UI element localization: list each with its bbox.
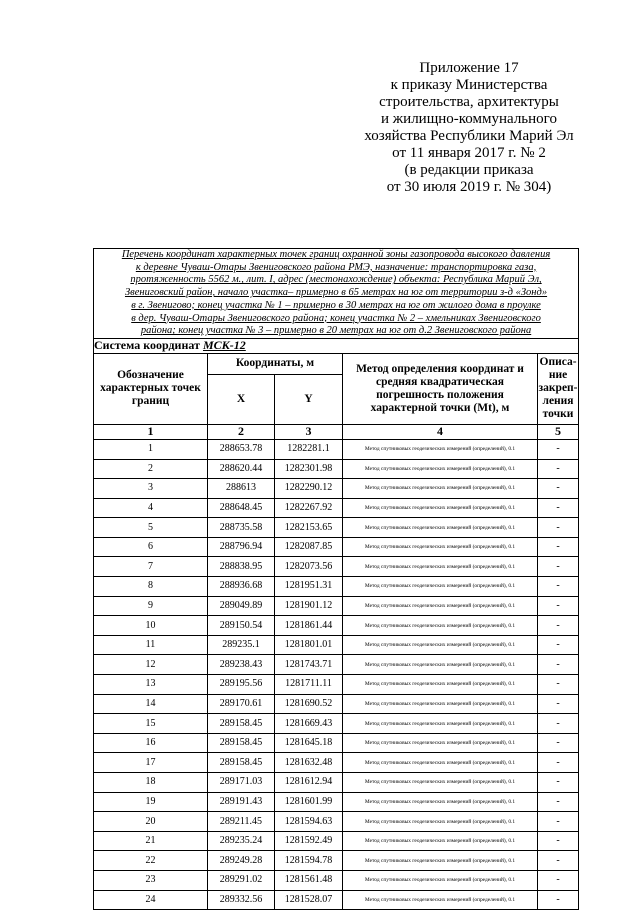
coordinate-system-label: Система координат [94,338,200,353]
point-number-cell: 16 [94,733,208,753]
y-coordinate-cell: 1281901.12 [275,596,343,616]
table-row [94,537,579,557]
table-row [94,714,579,734]
method-cell: Метод спутниковых геодезических измерений (определений), 0.1 [343,537,538,557]
table-title-line: в г. Звенигово; конец участка № 1 – примерно в 30 метрах на юг от жилого дома в проулке [131,299,541,311]
y-coordinate-cell: 1282281.1 [275,439,343,459]
table-row [94,498,579,518]
description-cell: - [538,577,579,597]
y-coordinate-cell: 1281690.52 [275,694,343,714]
table-row [94,518,579,538]
table-title-line: к деревне Чуваш-Отары Звениговского района РМЭ, назначение: транспортировка газа, [135,261,537,273]
column-number: 4 [343,424,538,439]
x-coordinate-cell: 289158.45 [208,714,275,734]
header-designation: Обозначение характерных точек границ [94,353,208,424]
point-number-cell: 22 [94,851,208,871]
appendix-line: (в редакции приказа [404,162,534,178]
point-number-cell: 20 [94,812,208,832]
y-coordinate-cell: 1282290.12 [275,479,343,499]
point-number-cell: 13 [94,675,208,695]
x-coordinate-cell: 289238.43 [208,655,275,675]
appendix-line: хозяйства Республики Марий Эл [364,128,574,144]
method-cell: Метод спутниковых геодезических измерений (определений), 0.1 [343,518,538,538]
header-method: Метод определения координат и средняя квадратическая погрешность положения характерной точки (Mt), м [343,353,538,424]
y-coordinate-cell: 1281594.78 [275,851,343,871]
method-cell: Метод спутниковых геодезических измерений (определений), 0.1 [343,753,538,773]
table-row [94,479,579,499]
table-row [94,577,579,597]
x-coordinate-cell: 289158.45 [208,753,275,773]
coordinates-table [93,248,579,910]
table-row [94,675,579,695]
x-coordinate-cell: 288796.94 [208,537,275,557]
description-cell: - [538,655,579,675]
description-cell: - [538,851,579,871]
y-coordinate-cell: 1282301.98 [275,459,343,479]
y-coordinate-cell: 1281612.94 [275,773,343,793]
point-number-cell: 10 [94,616,208,636]
description-cell: - [538,616,579,636]
y-coordinate-cell: 1281669.43 [275,714,343,734]
description-cell: - [538,890,579,910]
method-cell: Метод спутниковых геодезических измерений (определений), 0.1 [343,675,538,695]
method-cell: Метод спутниковых геодезических измерений (определений), 0.1 [343,792,538,812]
y-coordinate-cell: 1281601.99 [275,792,343,812]
method-cell: Метод спутниковых геодезических измерений (определений), 0.1 [343,459,538,479]
description-cell: - [538,459,579,479]
method-cell: Метод спутниковых геодезических измерений (определений), 0.1 [343,890,538,910]
description-cell: - [538,753,579,773]
point-number-cell: 2 [94,459,208,479]
point-number-cell: 6 [94,537,208,557]
method-cell: Метод спутниковых геодезических измерений (определений), 0.1 [343,714,538,734]
column-number: 2 [208,424,275,439]
table-title [94,249,579,339]
x-coordinate-cell: 289235.1 [208,635,275,655]
description-cell: - [538,557,579,577]
point-number-cell: 17 [94,753,208,773]
appendix-line: строительства, архитектуры [379,94,559,110]
x-coordinate-cell: 289235.24 [208,831,275,851]
point-number-cell: 21 [94,831,208,851]
table-row [94,733,579,753]
method-cell: Метод спутниковых геодезических измерений (определений), 0.1 [343,635,538,655]
table-row [94,753,579,773]
table-row [94,459,579,479]
method-cell: Метод спутниковых геодезических измерений (определений), 0.1 [343,439,538,459]
y-coordinate-cell: 1281743.71 [275,655,343,675]
point-number-cell: 7 [94,557,208,577]
x-coordinate-cell: 289195.56 [208,675,275,695]
point-number-cell: 24 [94,890,208,910]
x-coordinate-cell: 289170.61 [208,694,275,714]
method-cell: Метод спутниковых геодезических измерений (определений), 0.1 [343,851,538,871]
description-cell: - [538,870,579,890]
appendix-header [340,60,598,196]
y-coordinate-cell: 1281561.48 [275,870,343,890]
table-row [94,616,579,636]
method-cell: Метод спутниковых геодезических измерений (определений), 0.1 [343,812,538,832]
y-coordinate-cell: 1281801.01 [275,635,343,655]
point-number-cell: 19 [94,792,208,812]
column-number: 5 [538,424,579,439]
method-cell: Метод спутниковых геодезических измерений (определений), 0.1 [343,655,538,675]
table-title-line: Звениговский район, начало участка– примерно в 65 метрах на юг от территории з-д «Зонд» [124,287,548,299]
x-coordinate-cell: 289332.56 [208,890,275,910]
x-coordinate-cell: 288648.45 [208,498,275,518]
column-number: 1 [94,424,208,439]
description-cell: - [538,675,579,695]
description-cell: - [538,773,579,793]
table-title-line: района; конец участка № 3 – примерно в 20 метрах на юг от д.2 Звениговского района [140,325,532,337]
y-coordinate-cell: 1282087.85 [275,537,343,557]
column-number: 3 [275,424,343,439]
x-coordinate-cell: 289049.89 [208,596,275,616]
y-coordinate-cell: 1282267.92 [275,498,343,518]
x-coordinate-cell: 289249.28 [208,851,275,871]
y-coordinate-cell: 1281632.48 [275,753,343,773]
method-cell: Метод спутниковых геодезических измерений (определений), 0.1 [343,596,538,616]
point-number-cell: 14 [94,694,208,714]
appendix-line: от 11 января 2017 г. № 2 [392,145,546,161]
description-cell: - [538,537,579,557]
header-y: Y [275,374,343,424]
x-coordinate-cell: 288936.68 [208,577,275,597]
table-row [94,596,579,616]
x-coordinate-cell: 289291.02 [208,870,275,890]
x-coordinate-cell: 289211.45 [208,812,275,832]
table-row [94,792,579,812]
description-cell: - [538,518,579,538]
table-row [94,773,579,793]
point-number-cell: 23 [94,870,208,890]
appendix-line: и жилищно-коммунального [381,111,557,127]
method-cell: Метод спутниковых геодезических измерений (определений), 0.1 [343,616,538,636]
table-row [94,635,579,655]
method-cell: Метод спутниковых геодезических измерений (определений), 0.1 [343,557,538,577]
coordinate-system-row [94,338,579,353]
description-cell: - [538,812,579,832]
x-coordinate-cell: 288838.95 [208,557,275,577]
point-number-cell: 3 [94,479,208,499]
x-coordinate-cell: 289171.03 [208,773,275,793]
point-number-cell: 8 [94,577,208,597]
description-cell: - [538,635,579,655]
y-coordinate-cell: 1281711.11 [275,675,343,695]
method-cell: Метод спутниковых геодезических измерений (определений), 0.1 [343,577,538,597]
point-number-cell: 4 [94,498,208,518]
coordinate-system-name: МСК-12 [202,338,246,353]
method-cell: Метод спутниковых геодезических измерений (определений), 0.1 [343,773,538,793]
point-number-cell: 11 [94,635,208,655]
point-number-cell: 5 [94,518,208,538]
point-number-cell: 12 [94,655,208,675]
x-coordinate-cell: 289158.45 [208,733,275,753]
appendix-line: от 30 июля 2019 г. № 304) [386,179,552,195]
description-cell: - [538,479,579,499]
y-coordinate-cell: 1281645.18 [275,733,343,753]
header-x: X [208,374,275,424]
x-coordinate-cell: 288613 [208,479,275,499]
x-coordinate-cell: 288735.58 [208,518,275,538]
y-coordinate-cell: 1281528.07 [275,890,343,910]
point-number-cell: 18 [94,773,208,793]
table-title-line: протяженность 5562 м., лит. I, адрес (местонахождение) объекта: Республика Марий Эл, [130,274,542,286]
description-cell: - [538,714,579,734]
y-coordinate-cell: 1281592.49 [275,831,343,851]
description-cell: - [538,831,579,851]
table-row [94,655,579,675]
point-number-cell: 15 [94,714,208,734]
x-coordinate-cell: 288620.44 [208,459,275,479]
y-coordinate-cell: 1282073.56 [275,557,343,577]
description-cell: - [538,439,579,459]
method-cell: Метод спутниковых геодезических измерений (определений), 0.1 [343,831,538,851]
y-coordinate-cell: 1282153.65 [275,518,343,538]
description-cell: - [538,733,579,753]
appendix-line: Приложение 17 [419,60,519,76]
description-cell: - [538,792,579,812]
description-cell: - [538,498,579,518]
table-row [94,890,579,910]
x-coordinate-cell: 289150.54 [208,616,275,636]
method-cell: Метод спутниковых геодезических измерений (определений), 0.1 [343,498,538,518]
appendix-line: к приказу Министерства [390,77,548,93]
description-cell: - [538,694,579,714]
table-row [94,439,579,459]
table-row [94,870,579,890]
table-row [94,831,579,851]
y-coordinate-cell: 1281861.44 [275,616,343,636]
table-row [94,851,579,871]
y-coordinate-cell: 1281594.63 [275,812,343,832]
method-cell: Метод спутниковых геодезических измерений (определений), 0.1 [343,694,538,714]
x-coordinate-cell: 289191.43 [208,792,275,812]
x-coordinate-cell: 288653.78 [208,439,275,459]
y-coordinate-cell: 1281951.31 [275,577,343,597]
table-row [94,812,579,832]
point-number-cell: 1 [94,439,208,459]
point-number-cell: 9 [94,596,208,616]
table-title-line: Перечень координат характерных точек границ охранной зоны газопровода высокого давления [121,249,551,260]
header-description: Описа-ние закреп-ления точки [538,353,579,424]
header-coordinates: Координаты, м [208,353,343,374]
description-cell: - [538,596,579,616]
method-cell: Метод спутниковых геодезических измерений (определений), 0.1 [343,870,538,890]
table-title-line: в дер. Чуваш-Отары Звениговского района; конец участка № 2 – хмельниках Звениговского [131,312,541,324]
table-row [94,557,579,577]
table-row [94,694,579,714]
method-cell: Метод спутниковых геодезических измерений (определений), 0.1 [343,479,538,499]
method-cell: Метод спутниковых геодезических измерений (определений), 0.1 [343,733,538,753]
